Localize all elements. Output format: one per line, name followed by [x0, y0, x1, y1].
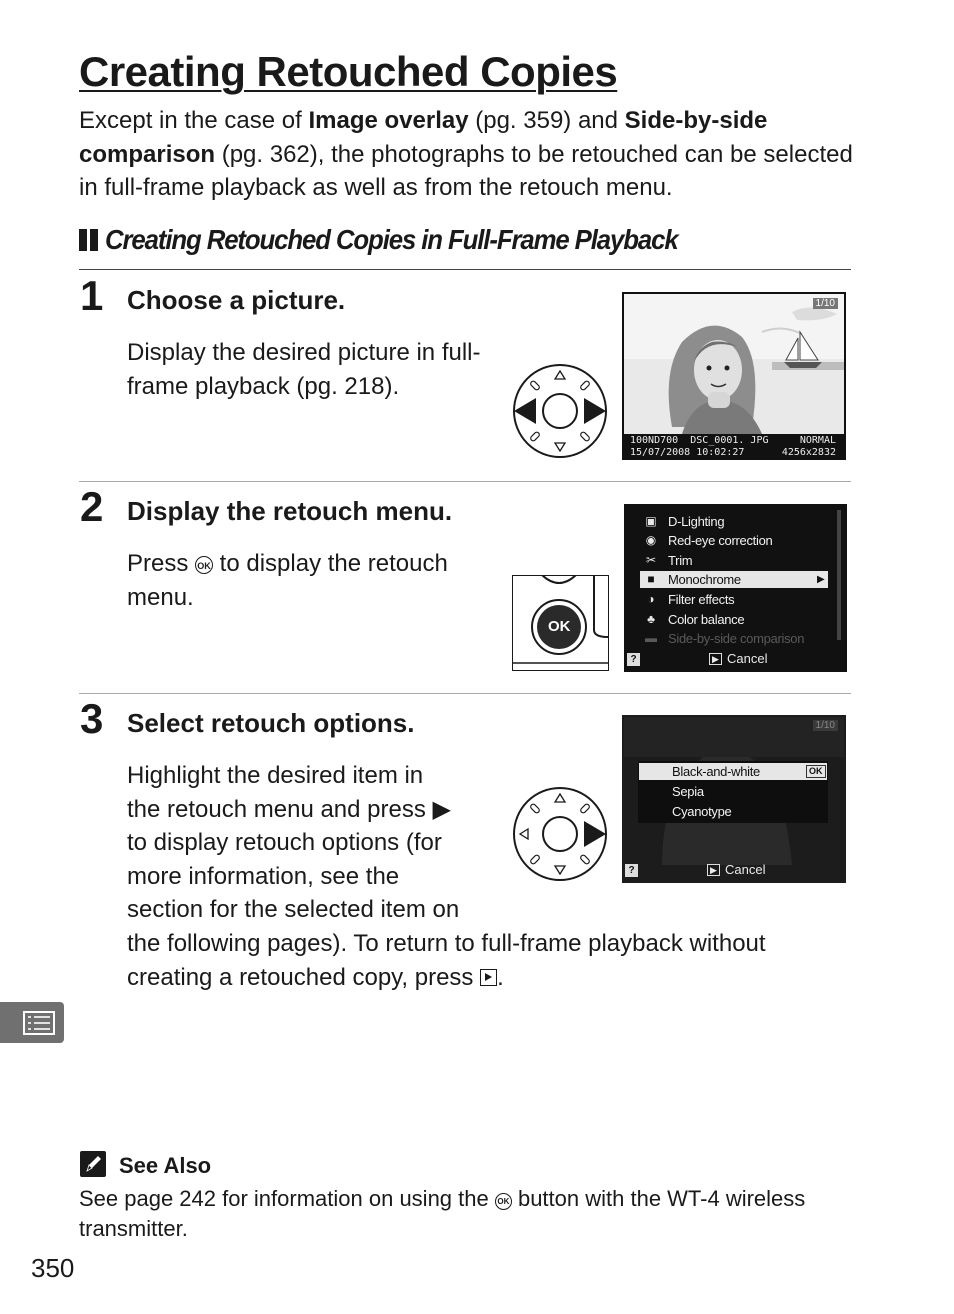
capture-date: 15/07/2008 — [630, 447, 691, 458]
cancel-label[interactable]: Cancel — [725, 862, 766, 877]
pencil-note-icon — [80, 1151, 106, 1177]
menu-item-trim[interactable]: Trim — [668, 553, 693, 568]
monochrome-icon: ■ — [647, 572, 655, 586]
trim-icon: ✂ — [645, 553, 657, 567]
menu-item-color-balance[interactable]: Color balance — [668, 612, 745, 627]
image-quality: NORMAL — [799, 435, 836, 446]
compare-icon: ▬ — [645, 631, 657, 645]
folder-name: 100ND700 — [630, 435, 679, 446]
retouch-menu-icon — [0, 1002, 64, 1043]
playback-screen — [622, 292, 846, 460]
screen-footer — [622, 861, 846, 883]
help-icon: ? — [625, 864, 638, 877]
menu-item-d-lighting[interactable]: D-Lighting — [668, 514, 725, 529]
step-2-text: Press — [127, 550, 196, 577]
menu-item-monochrome[interactable]: Monochrome — [668, 571, 824, 588]
step-2-body — [127, 547, 497, 614]
frame-counter: 1/10 — [813, 298, 838, 309]
ok-button-icon: OK — [495, 1193, 512, 1210]
capture-time: 10:02:27 — [696, 447, 745, 458]
see-also-text: See page 242 for information on using the — [79, 1186, 495, 1211]
menu-item-red-eye[interactable]: Red-eye correction — [668, 533, 773, 548]
option-cyanotype[interactable]: Cyanotype — [672, 804, 732, 819]
step-3-line: the retouch menu and press ▶ — [127, 795, 451, 823]
step-divider — [79, 481, 851, 482]
see-also-body — [79, 1184, 859, 1244]
step-1-title: Choose a picture. — [127, 285, 346, 315]
step-2-text: to display the retouch menu. — [127, 550, 448, 611]
playback-info-line-2 — [630, 447, 744, 458]
intro-bold-side-by-side: Side-by-side comparison — [79, 107, 768, 168]
section-heading — [79, 220, 859, 260]
option-sepia[interactable]: Sepia — [672, 784, 704, 799]
section-rule — [79, 269, 851, 270]
image-size: 4256x2832 — [781, 447, 836, 458]
option-black-and-white[interactable]: Black-and-white — [672, 763, 792, 780]
cancel-label[interactable]: Cancel — [727, 651, 768, 666]
playback-button-icon: ▶ — [707, 864, 720, 876]
filter-icon: ◑ — [647, 592, 655, 606]
multi-selector-left-right-icon — [511, 362, 609, 460]
see-also-title: See Also — [119, 1153, 212, 1178]
step-3-line: section for the selected item on — [127, 896, 460, 923]
d-lighting-icon: ▣ — [645, 514, 657, 528]
chapter-tab[interactable] — [0, 1002, 64, 1043]
color-balance-icon: ♣ — [647, 612, 655, 626]
step-3-line: to display retouch options (for — [127, 829, 442, 856]
page-title: Creating Retouched Copies — [79, 48, 618, 95]
section-title: Creating Retouched Copies in Full-Frame Playback — [105, 224, 678, 255]
intro-text: Except in the case of — [79, 107, 309, 134]
page-number: 350 — [31, 1253, 75, 1283]
playback-info-line-1 — [630, 435, 769, 446]
frame-counter: 1/10 — [813, 720, 838, 731]
step-1-number: 1 — [80, 272, 104, 319]
section-marker-icon — [79, 229, 87, 251]
playback-button-icon — [480, 969, 497, 986]
screen-footer — [624, 650, 847, 672]
scrollbar[interactable] — [837, 510, 841, 640]
step-1-body: Display the desired picture in full-frame playback (pg. 218). — [127, 339, 481, 400]
intro-text: (pg. 362), the photographs to be retouched can be selected in full-frame playback as well as from the retouch menu. — [79, 140, 853, 201]
playback-button-icon: ▶ — [709, 653, 722, 665]
help-icon: ? — [627, 653, 640, 666]
intro-bold-image-overlay: Image overlay — [308, 107, 469, 134]
step-3-line: more information, see the — [127, 862, 400, 890]
step-3-text: . — [497, 963, 504, 991]
step-3-text: the following pages). To return to full-frame playback without creating a retouched copy, press — [127, 930, 766, 991]
step-2-number: 2 — [80, 483, 104, 530]
section-marker-icon — [90, 229, 98, 251]
multi-selector-right-icon — [511, 785, 609, 883]
see-also-text: button with the WT-4 wireless transmitter. — [79, 1186, 806, 1241]
ok-button-label: OK — [548, 618, 571, 635]
step-3-number: 3 — [80, 695, 104, 742]
step-divider — [79, 693, 851, 694]
file-name: DSC_0001. JPG — [690, 435, 769, 446]
ok-button-icon: OK — [195, 556, 213, 574]
step-3-line: Highlight the desired item in — [127, 762, 424, 789]
step-2-title: Display the retouch menu. — [127, 496, 453, 526]
ok-badge-icon: OK — [806, 765, 826, 778]
intro-text: (pg. 359) and — [468, 107, 625, 134]
eye-icon: ◉ — [645, 533, 657, 547]
arrow-right-icon: ▶ — [817, 574, 825, 585]
menu-item-filter-effects[interactable]: Filter effects — [668, 592, 735, 607]
intro-paragraph — [79, 104, 859, 205]
menu-item-side-by-side: Side-by-side comparison — [668, 631, 805, 646]
retouch-options-screen — [622, 715, 846, 883]
retouch-menu-screen — [624, 504, 847, 672]
step-3-body-tail — [127, 927, 851, 994]
step-3-title: Select retouch options. — [127, 708, 415, 738]
step-3-body — [127, 759, 507, 927]
